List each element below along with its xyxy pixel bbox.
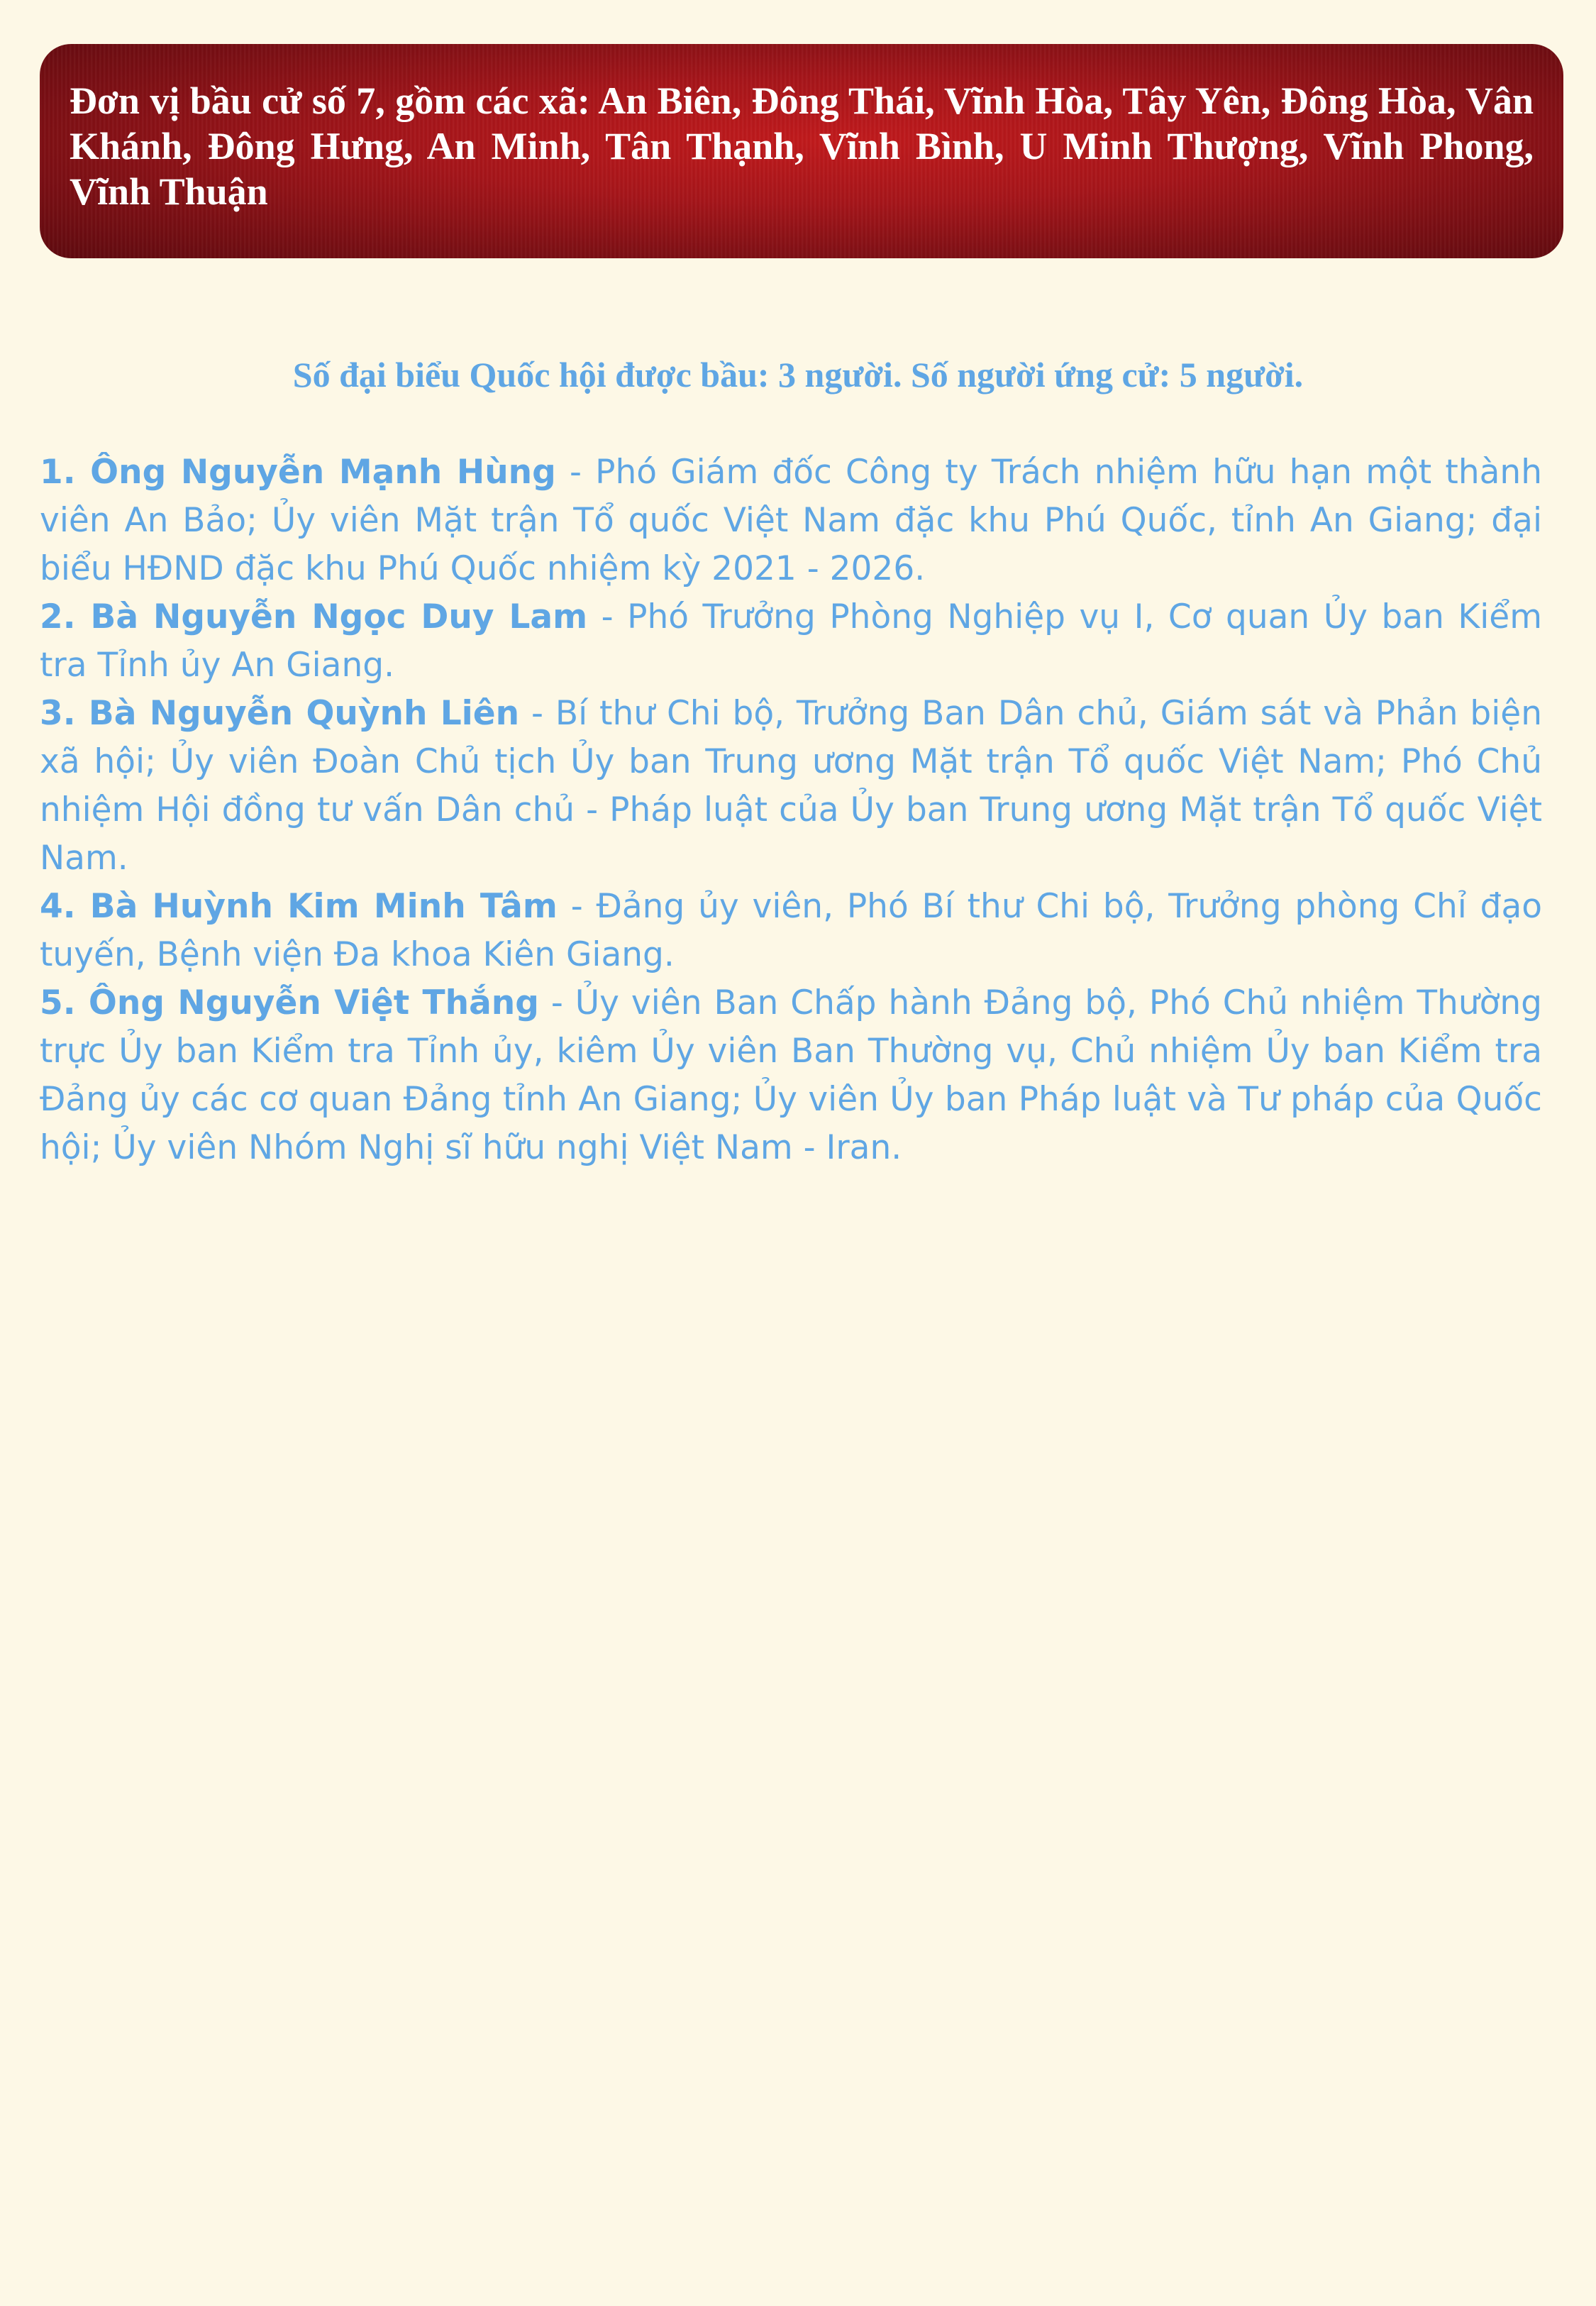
candidate-description: - Ủy viên Ban Chấp hành Đảng bộ, Phó Chủ nhiệm Thường trực Ủy ban Kiểm tra Tỉnh ủy, kiêm Ủy viên Ban Thường vụ, Chủ nhiệm Ủy ban Kiểm tra Đảng ủy các cơ quan Đảng tỉnh An Giang; Ủy viên Ủy ban Pháp luật và Tư pháp của Quốc hội; Ủy viên Nhóm Nghị sĩ hữu nghị Việt Nam - Iran. [40, 983, 1542, 1167]
candidate-item [40, 690, 1542, 883]
candidate-description: - Phó Trưởng Phòng Nghiệp vụ I, Cơ quan Ủy ban Kiểm tra Tỉnh ủy An Giang. [40, 597, 1542, 685]
header-banner [40, 44, 1563, 258]
candidate-list [40, 448, 1542, 1172]
electoral-unit-title: Đơn vị bầu cử số 7, gồm các xã: An Biên, Đông Thái, Vĩnh Hòa, Tây Yên, Đông Hòa, Vân Khánh, Đông Hưng, An Minh, Tân Thạnh, Vĩnh Bình, U Minh Thượng, Vĩnh Phong, Vĩnh Thuận [70, 79, 1534, 213]
candidate-description: - Đảng ủy viên, Phó Bí thư Chi bộ, Trưởng phòng Chỉ đạo tuyến, Bệnh viện Đa khoa Kiên Giang. [40, 887, 1543, 974]
candidate-name: 3. Bà Nguyễn Quỳnh Liên [40, 694, 520, 733]
candidate-name: 2. Bà Nguyễn Ngọc Duy Lam [40, 597, 588, 636]
seats-summary: Số đại biểu Quốc hội được bầu: 3 người. Số người ứng cử: 5 người. [292, 355, 1304, 395]
candidate-item [40, 593, 1542, 690]
candidate-name: 4. Bà Huỳnh Kim Minh Tâm [40, 887, 558, 926]
candidate-item [40, 979, 1542, 1172]
candidate-description: - Phó Giám đốc Công ty Trách nhiệm hữu hạn một thành viên An Bảo; Ủy viên Mặt trận Tổ quốc Việt Nam đặc khu Phú Quốc, tỉnh An Giang; đại biểu HĐND đặc khu Phú Quốc nhiệm kỳ 2021 - 2026. [40, 453, 1542, 588]
candidate-item [40, 883, 1542, 979]
candidate-name: 5. Ông Nguyễn Việt Thắng [40, 983, 539, 1022]
candidate-description: - Bí thư Chi bộ, Trưởng Ban Dân chủ, Giám sát và Phản biện xã hội; Ủy viên Đoàn Chủ tịch Ủy ban Trung ương Mặt trận Tổ quốc Việt Nam; Phó Chủ nhiệm Hội đồng tư vấn Dân chủ - Pháp luật của Ủy ban Trung ương Mặt trận Tổ quốc Việt Nam. [40, 694, 1542, 878]
candidate-item [40, 448, 1542, 593]
candidate-name: 1. Ông Nguyễn Mạnh Hùng [40, 453, 556, 492]
